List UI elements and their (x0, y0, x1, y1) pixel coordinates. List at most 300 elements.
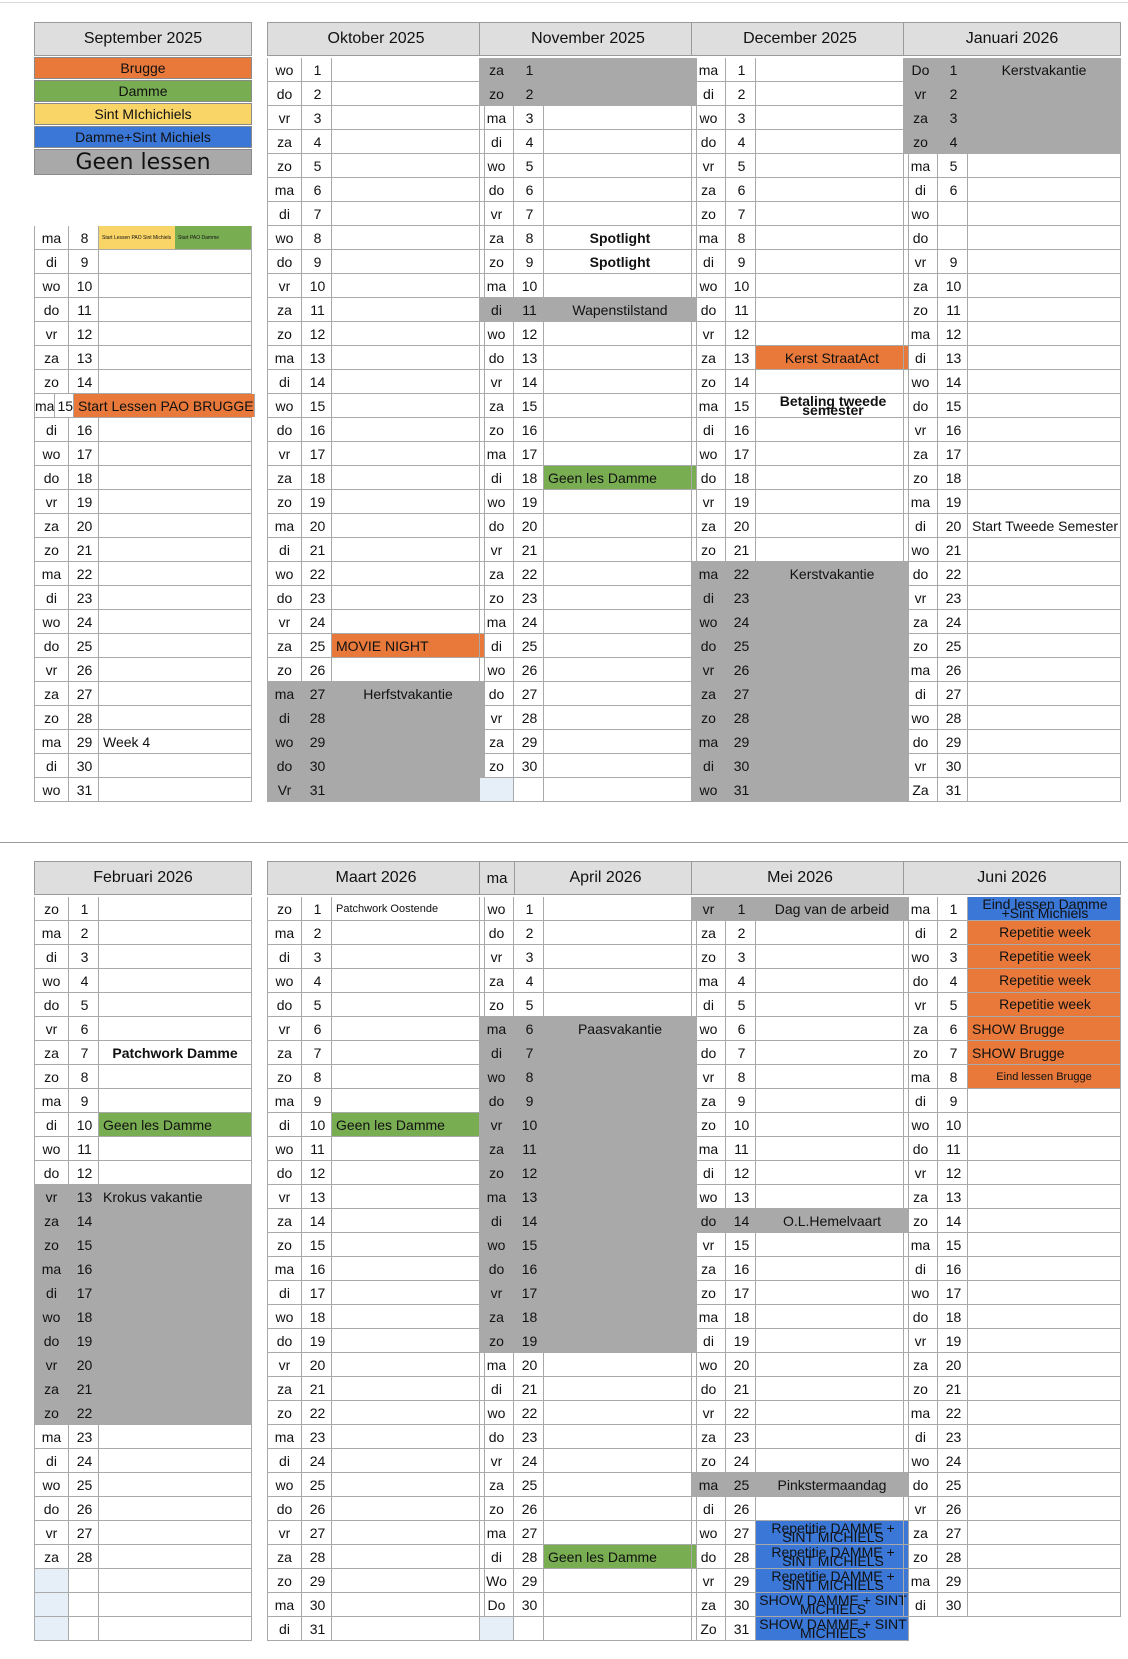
date-cell: 22 (68, 562, 98, 585)
event-cell: Patchwork Damme (98, 1041, 252, 1064)
date-cell: 1 (513, 58, 543, 81)
weekday-cell: za (479, 1137, 513, 1160)
weekday-cell: do (903, 226, 937, 249)
month-header (34, 22, 252, 56)
weekday-cell: di (691, 586, 725, 609)
calendar-row (34, 1305, 252, 1329)
weekday-cell: vr (903, 586, 937, 609)
empty-event-cell (98, 1257, 252, 1280)
empty-event-cell (755, 466, 909, 489)
date-cell: 25 (68, 1473, 98, 1496)
weekday-cell: wo (34, 1305, 68, 1328)
calendar-row (34, 897, 252, 921)
date-cell: 13 (513, 346, 543, 369)
empty-event-cell (755, 969, 909, 992)
weekday-cell: ma (34, 226, 68, 249)
calendar-row (903, 730, 1121, 754)
weekday-cell: wo (34, 969, 68, 992)
empty-event-cell (755, 1113, 909, 1136)
weekday-cell: za (34, 682, 68, 705)
calendar-row (34, 1233, 252, 1257)
weekday-cell: do (267, 993, 301, 1016)
weekday-cell: wo (34, 442, 68, 465)
date-cell: 16 (937, 418, 967, 441)
empty-event-cell (755, 1377, 909, 1400)
weekday-cell: zo (479, 1497, 513, 1520)
empty-event-cell (331, 346, 485, 369)
calendar-row (691, 562, 909, 586)
date-cell: 6 (725, 1017, 755, 1040)
weekday-cell: za (903, 1353, 937, 1376)
calendar-row (34, 1593, 252, 1617)
calendar-row (267, 1569, 485, 1593)
calendar-row (903, 130, 1121, 154)
date-cell: 17 (68, 1281, 98, 1304)
empty-event-cell (543, 1473, 697, 1496)
month-title: Mei 2026 (767, 869, 833, 886)
weekday-cell: wo (479, 658, 513, 681)
calendar-row (691, 993, 909, 1017)
weekday-cell: ma (903, 1569, 937, 1592)
calendar-row (34, 1161, 252, 1185)
calendar-row (267, 1593, 485, 1617)
calendar-row (34, 1041, 252, 1065)
empty-event-cell (967, 538, 1121, 561)
calendar-row (479, 1281, 697, 1305)
date-cell: 24 (937, 1449, 967, 1472)
date-cell: 31 (301, 778, 331, 801)
date-cell: 12 (301, 322, 331, 345)
calendar-row (479, 370, 697, 394)
weekday-cell: di (691, 250, 725, 273)
date-cell: 17 (513, 442, 543, 465)
date-cell: 14 (301, 370, 331, 393)
calendar-row (479, 1137, 697, 1161)
empty-event-cell (967, 1473, 1121, 1496)
date-cell: 30 (513, 1593, 543, 1616)
calendar-row (479, 969, 697, 993)
calendar-row (691, 418, 909, 442)
weekday-cell: do (903, 562, 937, 585)
empty-event-cell (98, 586, 252, 609)
calendar-row (903, 346, 1121, 370)
empty-event-cell (755, 490, 909, 513)
weekday-cell: do (479, 178, 513, 201)
empty-event-cell (755, 586, 909, 609)
empty-event-cell (967, 274, 1121, 297)
calendar-row (479, 1617, 697, 1641)
date-cell: 23 (937, 586, 967, 609)
weekday-cell: ma (903, 897, 937, 920)
month-title: April 2026 (569, 869, 642, 886)
weekday-cell: zo (267, 658, 301, 681)
empty-event-cell (98, 514, 252, 537)
event-cell: Repetitie week (967, 945, 1121, 968)
weekday-cell: za (34, 1209, 68, 1232)
date-cell: 2 (937, 82, 967, 105)
weekday-cell: vr (479, 945, 513, 968)
calendar-row (34, 1425, 252, 1449)
empty-event-cell (98, 1521, 252, 1544)
date-cell: 26 (937, 1497, 967, 1520)
date-cell: 25 (301, 1473, 331, 1496)
calendar-row (34, 1137, 252, 1161)
weekday-cell: do (903, 1137, 937, 1160)
date-cell: 18 (937, 1305, 967, 1328)
date-cell: 28 (301, 1545, 331, 1568)
weekday-cell: di (34, 586, 68, 609)
weekday-cell: za (903, 442, 937, 465)
legend-item: Damme+Sint Michiels (34, 126, 252, 148)
weekday-cell: di (34, 945, 68, 968)
weekday-cell: di (34, 1281, 68, 1304)
weekday-cell: zo (691, 1113, 725, 1136)
weekday-cell: do (267, 586, 301, 609)
date-cell: 8 (68, 1065, 98, 1088)
weekday-cell: ma (267, 514, 301, 537)
weekday-cell: vr (691, 658, 725, 681)
calendar-row (903, 466, 1121, 490)
date-cell: 29 (301, 1569, 331, 1592)
weekday-cell: za (267, 634, 301, 657)
weekday-cell: ma (691, 969, 725, 992)
empty-event-cell (98, 969, 252, 992)
calendar-row (479, 1041, 697, 1065)
date-cell: 16 (301, 418, 331, 441)
calendar-row (691, 778, 909, 802)
date-cell: 24 (725, 610, 755, 633)
calendar-row (34, 945, 252, 969)
weekday-cell: zo (691, 370, 725, 393)
calendar-row (691, 370, 909, 394)
empty-event-cell (543, 706, 697, 729)
weekday-cell: wo (267, 730, 301, 753)
date-cell: 27 (513, 1521, 543, 1544)
weekday-cell: vr (267, 610, 301, 633)
empty-event-cell (967, 682, 1121, 705)
month-header (691, 861, 909, 895)
weekday-cell: vr (691, 154, 725, 177)
empty-event-cell (967, 1233, 1121, 1256)
date-cell: 30 (68, 754, 98, 777)
date-cell: 2 (68, 921, 98, 944)
empty-event-cell (543, 1305, 697, 1328)
empty-event-cell (543, 969, 697, 992)
date-cell: 27 (725, 682, 755, 705)
weekday-cell: zo (267, 897, 301, 920)
calendar-row (691, 1377, 909, 1401)
empty-event-cell (755, 754, 909, 777)
empty-event-cell (755, 1425, 909, 1448)
calendar-row (691, 106, 909, 130)
date-cell: 25 (68, 634, 98, 657)
empty-event-cell (755, 178, 909, 201)
calendar-row (34, 466, 252, 490)
calendar-row (479, 1329, 697, 1353)
calendar-row (691, 250, 909, 274)
date-cell: 22 (513, 1401, 543, 1424)
event-cell: Eind lessen Brugge (967, 1065, 1121, 1088)
empty-event-cell (967, 1425, 1121, 1448)
empty-event-cell (543, 1137, 697, 1160)
calendar-row (903, 1137, 1121, 1161)
date-cell: 29 (937, 730, 967, 753)
weekday-cell: zo (903, 466, 937, 489)
date-cell: 25 (937, 634, 967, 657)
empty-event-cell (967, 1161, 1121, 1184)
empty-event-cell (98, 754, 252, 777)
calendar-row (267, 1329, 485, 1353)
empty-event-cell (98, 610, 252, 633)
date-cell: 8 (301, 226, 331, 249)
calendar-row (267, 298, 485, 322)
date-cell: 7 (725, 202, 755, 225)
calendar-row (34, 346, 252, 370)
date-cell: 2 (513, 921, 543, 944)
calendar-row (479, 1473, 697, 1497)
calendar-row (903, 58, 1121, 82)
empty-event-cell (755, 1401, 909, 1424)
date-cell: 23 (937, 1425, 967, 1448)
weekday-cell: vr (479, 1113, 513, 1136)
weekday-cell: di (267, 945, 301, 968)
calendar-row (903, 610, 1121, 634)
calendar-row (267, 538, 485, 562)
calendar-row (691, 1161, 909, 1185)
calendar-row (479, 1353, 697, 1377)
event-cell: Kerstvakantie (967, 58, 1121, 81)
date-cell: 1 (937, 897, 967, 920)
calendar-row (479, 130, 697, 154)
date-cell: 21 (301, 538, 331, 561)
event-cell: MOVIE NIGHT (331, 634, 485, 657)
weekday-cell: zo (903, 298, 937, 321)
weekday-cell: ma (479, 442, 513, 465)
month-title: Maart 2026 (335, 869, 417, 886)
date-cell: 2 (513, 82, 543, 105)
weekday-cell: zo (903, 634, 937, 657)
calendar-row (267, 442, 485, 466)
date-cell: 10 (937, 1113, 967, 1136)
date-cell: 9 (937, 1089, 967, 1112)
date-cell: 16 (68, 1257, 98, 1280)
calendar-row (34, 1017, 252, 1041)
calendar-row (903, 1521, 1121, 1545)
date-cell: 27 (68, 1521, 98, 1544)
calendar-row (903, 1425, 1121, 1449)
weekday-cell: wo (479, 1065, 513, 1088)
date-cell: 28 (68, 1545, 98, 1568)
calendar-row (267, 778, 485, 802)
date-cell (513, 1617, 543, 1640)
calendar-row (479, 778, 697, 802)
date-cell: 17 (68, 442, 98, 465)
calendar-row (903, 490, 1121, 514)
date-cell: 29 (725, 730, 755, 753)
date-cell: 14 (937, 1209, 967, 1232)
weekday-cell: za (34, 514, 68, 537)
weekday-cell: Do (479, 1593, 513, 1616)
weekday-cell: do (479, 1089, 513, 1112)
empty-event-cell (967, 370, 1121, 393)
weekday-cell: wo (903, 706, 937, 729)
empty-event-cell (755, 1449, 909, 1472)
date-cell: 23 (513, 1425, 543, 1448)
date-cell: 9 (68, 250, 98, 273)
empty-event-cell (331, 490, 485, 513)
weekday-cell: za (903, 1521, 937, 1544)
date-cell (68, 1593, 98, 1616)
date-cell: 11 (937, 298, 967, 321)
date-cell: 21 (513, 538, 543, 561)
weekday-cell: zo (34, 1401, 68, 1424)
weekday-cell: do (479, 682, 513, 705)
empty-event-cell (967, 610, 1121, 633)
date-cell: 2 (301, 921, 331, 944)
date-cell: 19 (725, 490, 755, 513)
calendar-row (479, 1377, 697, 1401)
weekday-cell: di (267, 370, 301, 393)
weekday-cell: di (691, 1497, 725, 1520)
empty-event-cell (543, 178, 697, 201)
calendar-row (691, 1545, 909, 1569)
date-cell: 24 (937, 610, 967, 633)
weekday-cell: zo (479, 418, 513, 441)
empty-event-cell (755, 442, 909, 465)
weekday-cell (479, 1617, 513, 1640)
weekday-cell: di (691, 418, 725, 441)
date-cell: 18 (68, 1305, 98, 1328)
calendar-row (691, 178, 909, 202)
date-cell: 1 (725, 897, 755, 920)
empty-event-cell (98, 346, 252, 369)
weekday-cell: vr (691, 1569, 725, 1592)
date-cell: 6 (937, 1017, 967, 1040)
date-cell: 27 (513, 682, 543, 705)
calendar-row (34, 1497, 252, 1521)
calendar-row (903, 921, 1121, 945)
date-cell: 19 (68, 490, 98, 513)
date-cell: 11 (513, 298, 543, 321)
weekday-cell: ma (479, 1521, 513, 1544)
empty-event-cell (755, 250, 909, 273)
weekday-cell: di (903, 682, 937, 705)
weekday-cell: Wo (479, 1569, 513, 1592)
empty-event-cell (331, 1617, 485, 1640)
weekday-cell: di (479, 1545, 513, 1568)
date-cell: 20 (513, 1353, 543, 1376)
date-cell: 10 (513, 1113, 543, 1136)
date-cell: 19 (513, 490, 543, 513)
weekday-cell: wo (479, 322, 513, 345)
empty-event-cell (98, 442, 252, 465)
empty-event-cell (331, 1449, 485, 1472)
date-cell: 13 (725, 346, 755, 369)
empty-event-cell (331, 730, 485, 753)
calendar-row (34, 514, 252, 538)
empty-event-cell (967, 1329, 1121, 1352)
date-cell: 5 (725, 154, 755, 177)
month-header (691, 22, 909, 56)
weekday-cell: zo (267, 1401, 301, 1424)
date-cell: 28 (513, 1545, 543, 1568)
weekday-cell: do (691, 1041, 725, 1064)
weekday-cell: ma (34, 562, 68, 585)
calendar-row (479, 1185, 697, 1209)
weekday-cell: vr (903, 754, 937, 777)
date-cell: 12 (68, 1161, 98, 1184)
weekday-cell: wo (479, 1233, 513, 1256)
calendar-row (479, 1017, 697, 1041)
month-title: December 2025 (743, 30, 857, 47)
weekday-cell: za (691, 682, 725, 705)
calendar-row (479, 178, 697, 202)
calendar-row (691, 466, 909, 490)
empty-event-cell (543, 1089, 697, 1112)
weekday-cell: vr (267, 106, 301, 129)
weekday-cell: ma (691, 730, 725, 753)
date-cell: 4 (725, 130, 755, 153)
calendar-row (267, 1617, 485, 1641)
weekday-cell: zo (479, 993, 513, 1016)
date-cell: 6 (68, 1017, 98, 1040)
weekday-cell: vr (34, 322, 68, 345)
weekday-cell: za (903, 274, 937, 297)
date-cell: 11 (937, 1137, 967, 1160)
empty-event-cell (543, 1281, 697, 1304)
empty-event-cell (98, 1353, 252, 1376)
empty-event-cell (331, 1425, 485, 1448)
calendar-row (267, 1473, 485, 1497)
calendar-row (34, 1329, 252, 1353)
date-cell: 13 (301, 346, 331, 369)
empty-event-cell (755, 58, 909, 81)
empty-event-cell (331, 706, 485, 729)
calendar-row (903, 1449, 1121, 1473)
date-cell: 3 (937, 106, 967, 129)
calendar-row (691, 1569, 909, 1593)
calendar-row (691, 442, 909, 466)
weekday-cell: wo (267, 394, 301, 417)
calendar-row (479, 58, 697, 82)
event-cell: Dag van de arbeid (755, 897, 909, 920)
empty-event-cell (543, 1593, 697, 1616)
empty-event-cell (967, 658, 1121, 681)
calendar-row (479, 610, 697, 634)
date-cell: 9 (513, 1089, 543, 1112)
calendar-row (691, 394, 909, 418)
weekday-cell: zo (479, 754, 513, 777)
calendar-row (479, 634, 697, 658)
empty-event-cell (331, 1065, 485, 1088)
calendar-row (479, 1449, 697, 1473)
calendar-row (34, 1257, 252, 1281)
empty-event-cell (543, 514, 697, 537)
empty-event-cell (98, 274, 252, 297)
weekday-cell: ma (34, 394, 54, 417)
date-cell: 25 (725, 1473, 755, 1496)
weekday-cell: vr (691, 1401, 725, 1424)
date-cell: 29 (937, 1569, 967, 1592)
date-cell: 6 (301, 1017, 331, 1040)
weekday-cell: wo (34, 778, 68, 801)
weekday-cell: di (903, 1089, 937, 1112)
calendar-row (479, 466, 697, 490)
empty-event-cell (98, 1425, 252, 1448)
date-cell: 23 (68, 586, 98, 609)
empty-event-cell (967, 706, 1121, 729)
calendar-row (479, 418, 697, 442)
